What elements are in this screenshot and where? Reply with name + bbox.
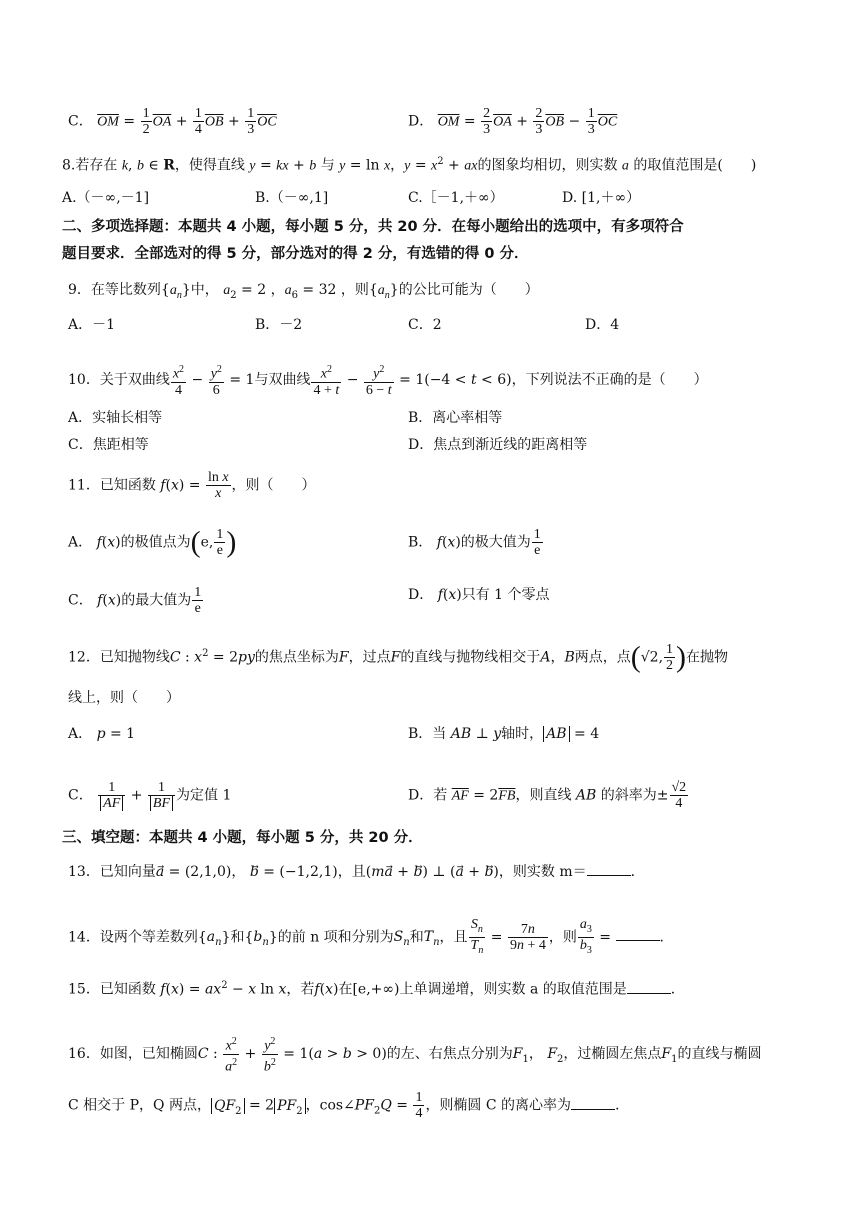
q12-option-b[interactable]: B．当 AB ⊥ y轴时， AB = 4 (408, 726, 600, 742)
q16-answer-blank[interactable] (571, 1097, 615, 1110)
q11-stem: 11．已知函数 f(x) = $\frac{\text{ln x}}{x}$ ，则（ ） (68, 470, 316, 501)
section-2-heading-line-1: 二、多项选择题：本题共 4 小题，每小题 5 分，共 20 分．在每小题给出的选项中，有多项符合 (62, 219, 684, 235)
q8-stem: 8.若存在 k, b ∈ R，使得直线 y = kx + b 与 y = ln x，$y = x^2$ + ax的图象均相切，则实数 a 的取值范围是( ) (62, 156, 757, 174)
q12-option-a[interactable]: A． p = 1 (68, 726, 136, 742)
q12-stem: 12．已知抛物线C : $x^2 = 2py$的焦点坐标为F，过点F的直线与抛物线相交于A，B两点，点(√2, $\frac{1}{2}$ )在抛物 (68, 640, 729, 674)
q13-stem: 13．已知向量a⃗ = (2,1,0)， b⃗ = (−1,2,1)，且(ma⃗ + b⃗) ⊥ (a⃗ + b⃗)，则实数 m＝ ． (68, 864, 645, 880)
q10-option-c[interactable]: C．焦距相等 (68, 437, 149, 453)
q9-stem: 9．在等比数列$\{a_n\}$中， $a_2 = 2$ ，$a_6 = 32$ ，则$\{a_n\}$的公比可能为（ ） (68, 282, 539, 301)
q11-option-a[interactable]: A． f(x)的极值点为(e, $\frac{1}{e}$ ) (68, 525, 237, 559)
section-2-heading-line-2: 题目要求．全部选对的得 5 分，部分选对的得 2 分，有选错的得 0 分． (62, 246, 529, 262)
q7-option-c[interactable]: C． $\overline{OM}$ = $\frac{1}{2}$ $\overline{OA}$ + $\frac{1}{4}$ $\overline{OB}$ + $\frac{1}{3}$ $\overline{OC}$ (68, 106, 277, 137)
q16-stem-line-2: C 相交于 P，Q 两点， $QF_2 = 2$ $PF_2$ ，$\cos\angle PF_2Q$ = $\frac{1}{4}$ ，则椭圆 C 的离心率为 ． (68, 1090, 630, 1121)
q14-stem: 14．设两个等差数列$\{a_n\}$和$\{b_n\}$的前 n 项和分别为$S_n$和$T_n$，且 $\frac{S_n}{T_n}$ = $\frac{7n}{9n + 4}$ ，则 $\frac{a_3}{b_3}$ = ． (68, 917, 674, 956)
q11-option-d[interactable]: D． f(x)只有 1 个零点 (408, 587, 550, 603)
q10-option-d[interactable]: D．焦点到渐近线的距离相等 (408, 437, 588, 453)
q15-stem: 15．已知函数 $f(x) = ax^2 - x$ ln x，若f(x)在[e,+∞)上单调递增，则实数 a 的取值范围是 ． (68, 980, 685, 998)
q13-answer-blank[interactable] (587, 863, 631, 876)
q12-option-d[interactable]: D．若 $\overline{AF} = 2\overline{FB}$，则直线 AB 的斜率为± $\frac{√2}{4}$ (408, 780, 687, 811)
q8-option-a[interactable]: A.（－∞,－1] (62, 190, 150, 206)
q9-option-d[interactable]: D．4 (585, 317, 620, 333)
q16-stem: 16．如图，已知椭圆C : $\frac{x^2}{a^2}$ + $\frac{y^2}{b^2}$ = 1(a > b > 0)的左、右焦点分别为$F_1$， $F_2$，过椭圆左焦点$F_1$的直线与椭圆 (68, 1036, 762, 1075)
q12-option-c[interactable]: C． $\frac{1}{AF}$ + $\frac{1}{BF}$ 为定值 1 (68, 780, 232, 811)
q9-option-b[interactable]: B．－2 (255, 317, 303, 333)
q12-stem-line-2: 线上，则（ ） (68, 690, 180, 706)
q7-option-d[interactable]: D． $\overline{OM}$ = $\frac{2}{3}$ $\overline{OA}$ + $\frac{2}{3}$ $\overline{OB}$ − $\frac{1}{3}$ $\overline{OC}$ (408, 106, 618, 137)
section-3-heading: 三、填空题：本题共 4 小题，每小题 5 分，共 20 分． (62, 830, 423, 846)
q11-option-c[interactable]: C． f(x)的最大值为 $\frac{1}{e}$ (68, 585, 202, 616)
q8-option-b[interactable]: B.（－∞,1] (255, 190, 329, 206)
q8-option-d[interactable]: D. [1,＋∞） (562, 190, 641, 206)
q10-option-a[interactable]: A．实轴长相等 (68, 410, 163, 426)
q9-option-c[interactable]: C．2 (408, 317, 442, 333)
q15-answer-blank[interactable] (627, 981, 671, 994)
q10-stem: 10．关于双曲线 $\frac{x^2}{4}$ − $\frac{y^2}{6}$ = 1与双曲线 $\frac{x^2}{4 + t}$ − $\frac{y^2}{6 - t}$ = 1(−4 < t < 6)，下列说法不正确的是（ ） (68, 364, 708, 398)
q8-option-c[interactable]: C.［－1,＋∞） (408, 190, 504, 206)
q9-option-a[interactable]: A．－1 (68, 317, 116, 333)
q10-option-b[interactable]: B．离心率相等 (408, 410, 503, 426)
q14-answer-blank[interactable] (616, 928, 660, 941)
q11-option-b[interactable]: B． f(x)的极大值为 $\frac{1}{e}$ (408, 527, 541, 558)
